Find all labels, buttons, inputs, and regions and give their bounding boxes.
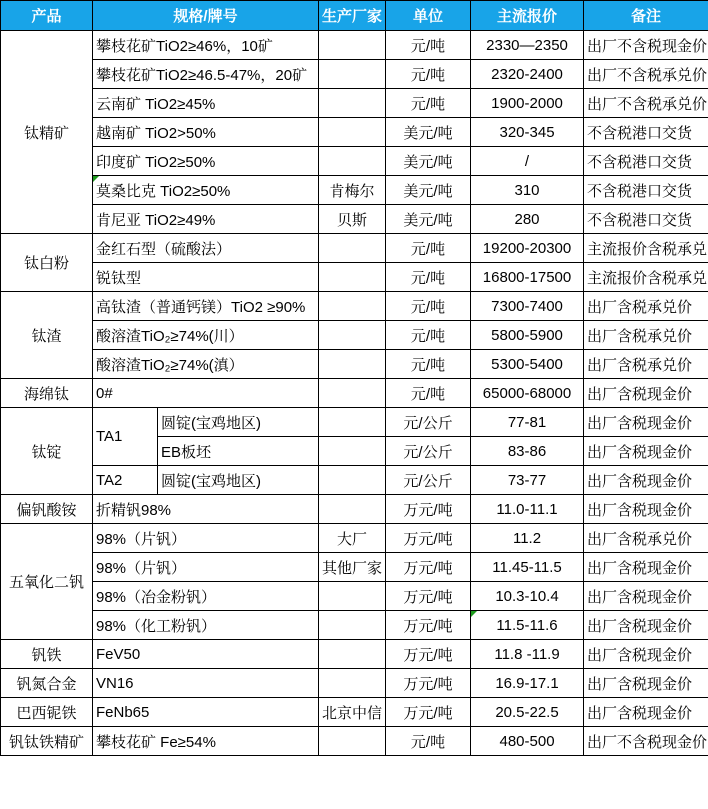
unit-cell: 元/吨 <box>386 234 471 263</box>
table-row <box>1 321 708 350</box>
spec-cell: 折精钒98% <box>93 495 319 524</box>
remark-cell: 出厂含税承兑价 <box>584 292 708 321</box>
table-row <box>1 495 708 524</box>
manufacturer-cell <box>319 321 386 350</box>
manufacturer-cell <box>319 640 386 669</box>
price-cell: 11.8 -11.9 <box>471 640 584 669</box>
product-group-cell: 钒钛铁精矿 <box>1 727 93 756</box>
manufacturer-cell <box>319 379 386 408</box>
spec-cell: 98%（化工粉钒） <box>93 611 319 640</box>
table-row <box>1 727 708 756</box>
unit-cell: 美元/吨 <box>386 147 471 176</box>
spec-cell: 0# <box>93 379 319 408</box>
table-row <box>1 408 708 437</box>
remark-cell: 不含税港口交货 <box>584 147 708 176</box>
product-group-cell: 钛白粉 <box>1 234 93 292</box>
remark-cell: 出厂含税现金价 <box>584 379 708 408</box>
table-row <box>1 89 708 118</box>
spec-cell: 肯尼亚 TiO2≥49% <box>93 205 319 234</box>
unit-cell: 元/公斤 <box>386 466 471 495</box>
spec-cell: 金红石型（硫酸法） <box>93 234 319 263</box>
unit-cell: 元/公斤 <box>386 408 471 437</box>
product-group-cell: 钛精矿 <box>1 31 93 234</box>
unit-cell: 元/公斤 <box>386 437 471 466</box>
price-cell: 320-345 <box>471 118 584 147</box>
table-row <box>1 60 708 89</box>
price-cell: 65000-68000 <box>471 379 584 408</box>
price-text: 11.5-11.6 <box>496 616 558 634</box>
manufacturer-cell <box>319 611 386 640</box>
manufacturer-cell: 其他厂家 <box>319 553 386 582</box>
table-row <box>1 176 708 205</box>
price-cell: 16.9-17.1 <box>471 669 584 698</box>
col-header-manufacturer: 生产厂家 <box>319 1 386 31</box>
remark-cell: 出厂含税现金价 <box>584 437 708 466</box>
manufacturer-cell <box>319 292 386 321</box>
manufacturer-cell <box>319 437 386 466</box>
unit-cell: 元/吨 <box>386 727 471 756</box>
remark-cell: 出厂含税现金价 <box>584 698 708 727</box>
spec-cell: VN16 <box>93 669 319 698</box>
spec-cell: 酸溶渣TiO₂≥74%(川） <box>93 321 319 350</box>
table-row <box>1 553 708 582</box>
table-row <box>1 640 708 669</box>
price-cell: 1900-2000 <box>471 89 584 118</box>
unit-cell: 美元/吨 <box>386 118 471 147</box>
product-group-cell: 五氧化二钒 <box>1 524 93 640</box>
manufacturer-cell <box>319 669 386 698</box>
unit-cell: 元/吨 <box>386 292 471 321</box>
price-cell: 11.45-11.5 <box>471 553 584 582</box>
unit-cell: 元/吨 <box>386 31 471 60</box>
manufacturer-cell <box>319 350 386 379</box>
spec-cell: 攀枝花矿TiO2≥46%，10矿 <box>93 31 319 60</box>
unit-cell: 元/吨 <box>386 379 471 408</box>
spec-cell: 越南矿 TiO2>50% <box>93 118 319 147</box>
price-cell: 7300-7400 <box>471 292 584 321</box>
comment-indicator <box>471 611 477 617</box>
table-row <box>1 582 708 611</box>
unit-cell: 万元/吨 <box>386 669 471 698</box>
unit-cell: 元/吨 <box>386 89 471 118</box>
price-cell: 11.2 <box>471 524 584 553</box>
price-cell: 2320-2400 <box>471 60 584 89</box>
spec-cell: 攀枝花矿 Fe≥54% <box>93 727 319 756</box>
manufacturer-cell: 大厂 <box>319 524 386 553</box>
unit-cell: 万元/吨 <box>386 698 471 727</box>
price-cell: 20.5-22.5 <box>471 698 584 727</box>
unit-cell: 万元/吨 <box>386 582 471 611</box>
spec-cell: FeNb65 <box>93 698 319 727</box>
price-cell: 310 <box>471 176 584 205</box>
table-row <box>1 669 708 698</box>
comment-indicator <box>93 176 99 182</box>
price-cell: 77-81 <box>471 408 584 437</box>
manufacturer-cell <box>319 582 386 611</box>
product-group-cell: 海绵钛 <box>1 379 93 408</box>
remark-cell: 出厂含税现金价 <box>584 495 708 524</box>
manufacturer-cell <box>319 263 386 292</box>
table-row <box>1 147 708 176</box>
product-group-cell: 钒铁 <box>1 640 93 669</box>
price-cell: 280 <box>471 205 584 234</box>
remark-cell: 出厂含税现金价 <box>584 582 708 611</box>
manufacturer-cell <box>319 89 386 118</box>
price-cell: 2330—2350 <box>471 31 584 60</box>
product-group-cell: 巴西铌铁 <box>1 698 93 727</box>
spec-cell: 酸溶渣TiO₂≥74%(滇） <box>93 350 319 379</box>
unit-cell: 万元/吨 <box>386 553 471 582</box>
price-cell: 83-86 <box>471 437 584 466</box>
remark-cell: 出厂不含税现金价 <box>584 31 708 60</box>
remark-cell: 不含税港口交货 <box>584 205 708 234</box>
remark-cell: 出厂含税承兑价 <box>584 350 708 379</box>
manufacturer-cell <box>319 118 386 147</box>
table-row <box>1 118 708 147</box>
remark-cell: 出厂含税现金价 <box>584 611 708 640</box>
spec-cell: EB板坯 <box>158 437 319 466</box>
spec-cell: 锐钛型 <box>93 263 319 292</box>
unit-cell: 元/吨 <box>386 350 471 379</box>
col-header-unit: 单位 <box>386 1 471 31</box>
grade-cell: TA1 <box>93 408 158 466</box>
unit-cell: 万元/吨 <box>386 611 471 640</box>
grade-cell: TA2 <box>93 466 158 495</box>
manufacturer-cell <box>319 495 386 524</box>
remark-cell: 出厂含税承兑价 <box>584 524 708 553</box>
spec-cell: FeV50 <box>93 640 319 669</box>
remark-cell: 出厂不含税承兑价 <box>584 60 708 89</box>
remark-cell: 出厂不含税现金价 <box>584 727 708 756</box>
spec-cell: 98%（片钒） <box>93 524 319 553</box>
manufacturer-cell <box>319 408 386 437</box>
table-row <box>1 234 708 263</box>
manufacturer-cell: 贝斯 <box>319 205 386 234</box>
table-row <box>1 350 708 379</box>
price-cell: 16800-17500 <box>471 263 584 292</box>
table-row <box>1 611 708 640</box>
remark-cell: 主流报价含税承兑 <box>584 234 708 263</box>
manufacturer-cell <box>319 31 386 60</box>
price-cell: 480-500 <box>471 727 584 756</box>
table-row <box>1 524 708 553</box>
manufacturer-cell <box>319 147 386 176</box>
remark-cell: 不含税港口交货 <box>584 176 708 205</box>
price-cell: 5300-5400 <box>471 350 584 379</box>
price-cell <box>471 611 584 640</box>
price-cell: 19200-20300 <box>471 234 584 263</box>
col-header-price: 主流报价 <box>471 1 584 31</box>
spec-cell: 印度矿 TiO2≥50% <box>93 147 319 176</box>
remark-cell: 出厂含税现金价 <box>584 466 708 495</box>
unit-cell: 元/吨 <box>386 263 471 292</box>
manufacturer-cell: 北京中信 <box>319 698 386 727</box>
product-group-cell: 钛锭 <box>1 408 93 495</box>
manufacturer-cell <box>319 60 386 89</box>
spec-text: 莫桑比克 TiO2≥50% <box>96 182 231 200</box>
table-row <box>1 379 708 408</box>
table-row <box>1 205 708 234</box>
remark-cell: 出厂不含税承兑价 <box>584 89 708 118</box>
unit-cell: 万元/吨 <box>386 524 471 553</box>
product-group-cell: 钒氮合金 <box>1 669 93 698</box>
header-row <box>1 1 708 31</box>
table-row <box>1 263 708 292</box>
manufacturer-cell: 肯梅尔 <box>319 176 386 205</box>
table-row <box>1 466 708 495</box>
unit-cell: 万元/吨 <box>386 495 471 524</box>
price-cell: 10.3-10.4 <box>471 582 584 611</box>
manufacturer-cell <box>319 466 386 495</box>
unit-cell: 万元/吨 <box>386 640 471 669</box>
unit-cell: 元/吨 <box>386 60 471 89</box>
table-row <box>1 292 708 321</box>
spec-cell: 圆锭(宝鸡地区) <box>158 408 319 437</box>
price-cell: / <box>471 147 584 176</box>
spec-cell: 98%（冶金粉钒） <box>93 582 319 611</box>
unit-cell: 美元/吨 <box>386 176 471 205</box>
remark-cell: 不含税港口交货 <box>584 118 708 147</box>
unit-cell: 美元/吨 <box>386 205 471 234</box>
product-group-cell: 钛渣 <box>1 292 93 379</box>
manufacturer-cell <box>319 727 386 756</box>
spec-cell: 云南矿 TiO2≥45% <box>93 89 319 118</box>
spec-cell <box>93 176 319 205</box>
unit-cell: 元/吨 <box>386 321 471 350</box>
remark-cell: 出厂含税现金价 <box>584 669 708 698</box>
spec-cell: 98%（片钒） <box>93 553 319 582</box>
spec-cell: 圆锭(宝鸡地区) <box>158 466 319 495</box>
col-header-remark: 备注 <box>584 1 708 31</box>
price-cell: 11.0-11.1 <box>471 495 584 524</box>
manufacturer-cell <box>319 234 386 263</box>
remark-cell: 出厂含税现金价 <box>584 640 708 669</box>
spec-cell: 高钛渣（普通钙镁）TiO2 ≥90% <box>93 292 319 321</box>
col-header-spec: 规格/牌号 <box>93 1 319 31</box>
remark-cell: 出厂含税现金价 <box>584 553 708 582</box>
price-cell: 5800-5900 <box>471 321 584 350</box>
remark-cell: 出厂含税现金价 <box>584 408 708 437</box>
product-group-cell: 偏钒酸铵 <box>1 495 93 524</box>
remark-cell: 主流报价含税承兑 <box>584 263 708 292</box>
remark-cell: 出厂含税承兑价 <box>584 321 708 350</box>
col-header-product: 产品 <box>1 1 93 31</box>
table-row <box>1 31 708 60</box>
table-row <box>1 698 708 727</box>
price-cell: 73-77 <box>471 466 584 495</box>
spec-cell: 攀枝花矿TiO2≥46.5-47%，20矿 <box>93 60 319 89</box>
